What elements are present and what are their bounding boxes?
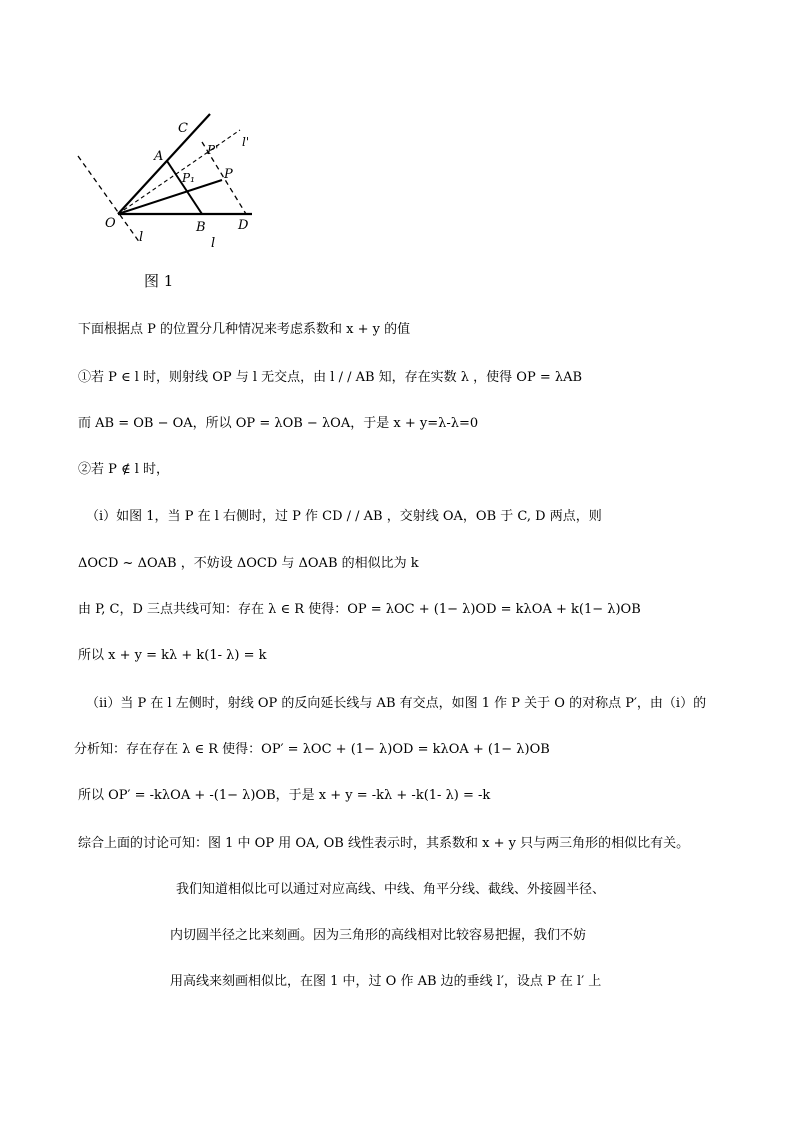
text-line-13: 我们知道相似比可以通过对应高线、中线、角平分线、截线、外接圆半径、 [176, 882, 606, 897]
text-line-8: 所以 x + y = kλ + k(1- λ) = k [78, 648, 267, 663]
label-d: D [238, 218, 249, 233]
text-line-12: 综合上面的讨论可知：图 1 中 OP 用 OA, OB 线性表示时，其系数和 x + y 只与两三角形的相似比有关。 [78, 836, 690, 851]
figure-caption: 图 1 [144, 272, 174, 290]
text-line-6: ΔOCD ~ ΔOAB ，不妨设 ΔOCD 与 ΔOAB 的相似比为 k [78, 556, 419, 571]
dashed-line-l-prime [118, 130, 240, 214]
text-line-3: 而 AB = OB − OA，所以 OP = λOB − λOA，于是 x + y=λ-λ=0 [78, 416, 479, 431]
text-line-2: ①若 P ∈ l 时，则射线 OP 与 l 无交点，由 l / / AB 知，存在实数 λ ，使得 OP = λAB [78, 370, 583, 385]
label-p1: P₁ [182, 171, 195, 185]
text-line-11: 所以 OP′ = -kλOA + -(1− λ)OB，于是 x + y = -kλ + -k(1- λ) = -k [78, 788, 491, 803]
label-l-right: l [211, 236, 216, 251]
text-line-10: 分析知：存在存在 λ ∈ R 使得：OP′ = λOC + (1− λ)OD = kλOA + (1− λ)OB [74, 742, 550, 757]
label-p: P [224, 167, 233, 182]
label-c: C [178, 121, 188, 136]
label-o: O [105, 216, 116, 231]
label-l-prime: l' [242, 135, 250, 149]
label-a: A [154, 149, 164, 164]
text-line-14: 内切圆半径之比来刻画。因为三角形的高线相对比较容易把握，我们不妨 [170, 928, 587, 943]
geometry-figure [70, 108, 270, 258]
text-line-4: ②若 P ∉ l 时， [78, 462, 170, 477]
text-line-15: 用高线来刻画相似比，在图 1 中，过 O 作 AB 边的垂线 l′，设点 P 在 l′ 上 [170, 974, 602, 989]
text-line-1: 下面根据点 P 的位置分几种情况来考虑系数和 x + y 的值 [78, 322, 411, 337]
text-line-7: 由 P, C，D 三点共线可知：存在 λ ∈ R 使得：OP = λOC + (1− λ)OD = kλOA + k(1− λ)OB [78, 602, 641, 617]
label-p-prime: P' [207, 143, 219, 157]
label-b: B [196, 220, 206, 235]
text-line-9: （ii）当 P 在 l 左侧时，射线 OP 的反向延长线与 AB 有交点，如图 1 作 P 关于 O 的对称点 P′，由（i）的 [86, 696, 707, 711]
text-line-5: （i）如图 1，当 P 在 l 右侧时，过 P 作 CD / / AB ，交射线 OA，OB 于 C, D 两点，则 [86, 509, 602, 524]
label-l-left: l [139, 230, 144, 245]
